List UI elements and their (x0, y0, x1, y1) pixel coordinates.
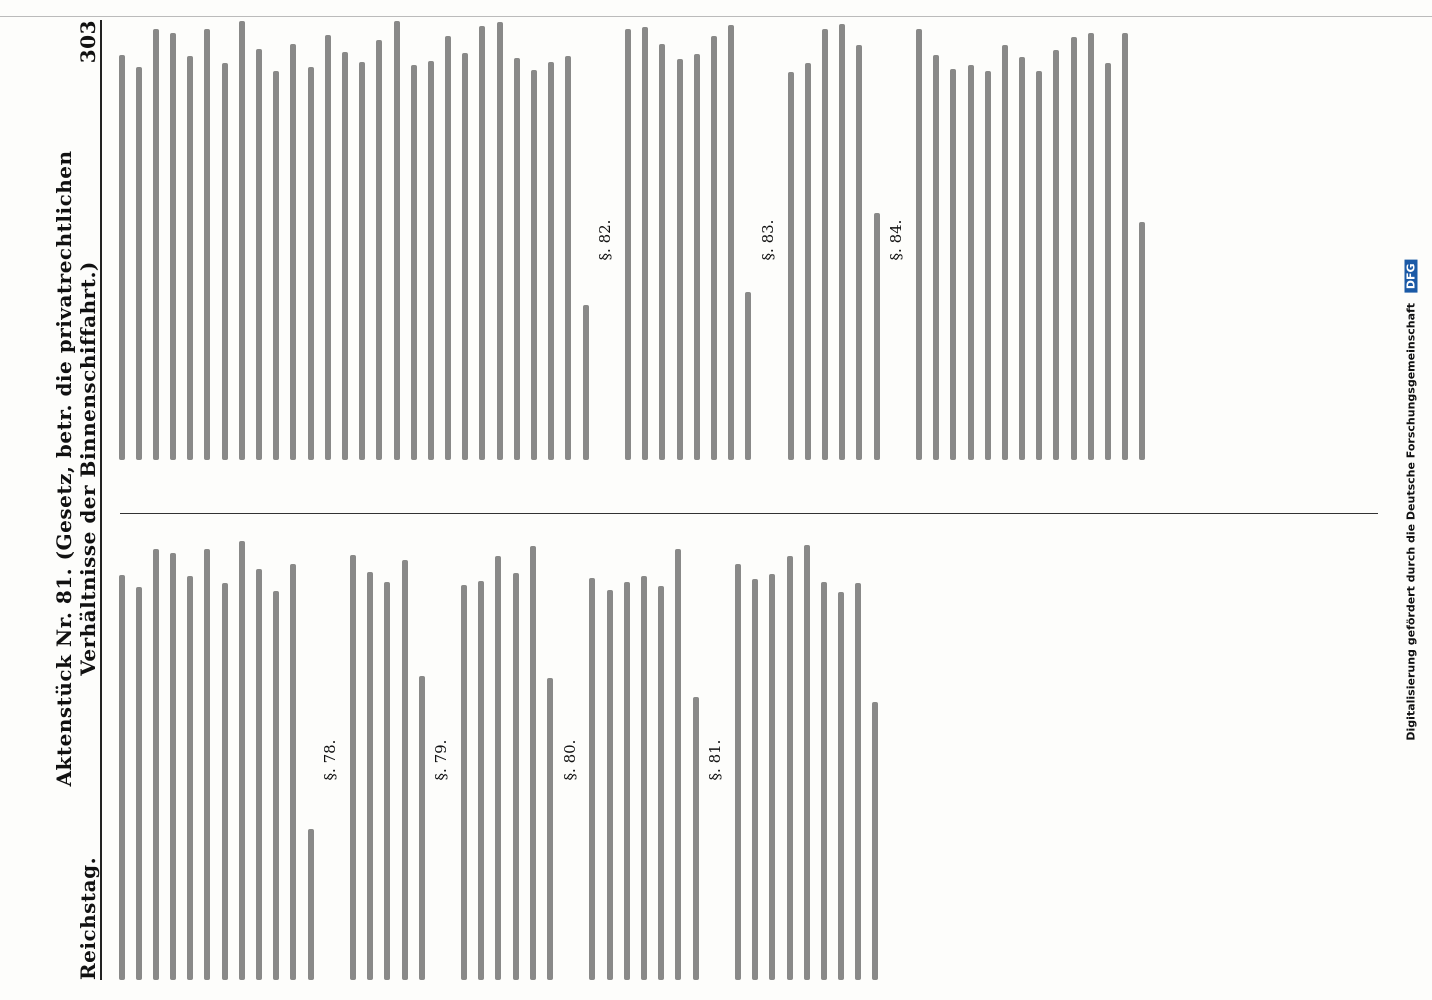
text-line (370, 20, 387, 460)
text-line (404, 20, 421, 460)
dfg-logo: DFG (1405, 259, 1418, 293)
text-line (412, 540, 429, 980)
text-line (181, 540, 198, 980)
text-line (507, 20, 524, 460)
text-line (489, 540, 506, 980)
text-line (284, 540, 301, 980)
digitization-sidebar (1398, 0, 1424, 1000)
text-line (722, 20, 739, 460)
text-line (576, 20, 593, 460)
text-line (506, 540, 523, 980)
text-line (867, 20, 884, 460)
text-line (704, 20, 721, 460)
text-line (318, 20, 335, 460)
text-line (455, 540, 472, 980)
text-line (473, 20, 490, 460)
text-line (849, 540, 866, 980)
text-line (267, 540, 284, 980)
text-line (1133, 20, 1150, 460)
rotated-page (26, 20, 1406, 980)
text-line (378, 540, 395, 980)
text-line (850, 20, 867, 460)
text-line (1013, 20, 1030, 460)
text-line (267, 20, 284, 460)
section-heading: §. 78. (321, 739, 340, 781)
text-line (456, 20, 473, 460)
text-line (523, 540, 540, 980)
text-line (1064, 20, 1081, 460)
section-heading: §. 80. (560, 739, 579, 781)
text-line (1081, 20, 1098, 460)
column-divider (120, 513, 1378, 514)
text-line (181, 20, 198, 460)
text-column-right (112, 20, 1386, 460)
text-line (728, 540, 745, 980)
text-line (653, 20, 670, 460)
text-line (583, 540, 600, 980)
text-line (618, 20, 635, 460)
text-line (215, 20, 232, 460)
text-line (832, 540, 849, 980)
text-line (335, 20, 352, 460)
header-left: Reichstag. (76, 856, 100, 980)
text-line (1030, 20, 1047, 460)
text-line (559, 20, 576, 460)
text-line (833, 20, 850, 460)
text-line (995, 20, 1012, 460)
text-line (421, 20, 438, 460)
text-line (600, 540, 617, 980)
text-line (780, 540, 797, 980)
text-line (1116, 20, 1133, 460)
text-line (361, 540, 378, 980)
text-line (395, 540, 412, 980)
text-line (301, 540, 318, 980)
text-line (1047, 20, 1064, 460)
text-line (146, 540, 163, 980)
top-rule (0, 16, 1432, 17)
text-line (686, 540, 703, 980)
text-line (978, 20, 995, 460)
text-line (387, 20, 404, 460)
text-column-left (112, 540, 1386, 980)
text-line (301, 20, 318, 460)
section-heading: §. 83. (758, 219, 777, 261)
text-line (763, 540, 780, 980)
text-line (652, 540, 669, 980)
text-line (198, 20, 215, 460)
text-line (814, 540, 831, 980)
text-line (541, 540, 558, 980)
section-heading: §. 84. (887, 219, 906, 261)
digitization-note: Digitalisierung gefördert durch die Deutsche Forschungsgemeinschaft (1404, 302, 1418, 741)
text-line (353, 20, 370, 460)
text-line (816, 20, 833, 460)
text-line (542, 20, 559, 460)
text-line (909, 20, 926, 460)
text-line (198, 540, 215, 980)
text-line (636, 20, 653, 460)
text-line (215, 540, 232, 980)
text-line (634, 540, 651, 980)
text-line (164, 20, 181, 460)
text-line (164, 540, 181, 980)
section-heading: §. 81. (706, 739, 725, 781)
text-line (146, 20, 163, 460)
page-number: 303 (76, 20, 100, 64)
text-line (129, 20, 146, 460)
text-line (250, 20, 267, 460)
running-header (52, 20, 102, 980)
text-line (739, 20, 756, 460)
text-line (866, 540, 883, 980)
text-line (129, 540, 146, 980)
section-heading: §. 79. (432, 739, 451, 781)
text-line (781, 20, 798, 460)
text-line (232, 20, 249, 460)
text-line (112, 540, 129, 980)
text-line (670, 20, 687, 460)
text-line (439, 20, 456, 460)
text-line (797, 540, 814, 980)
text-line (746, 540, 763, 980)
text-line (525, 20, 542, 460)
text-line (798, 20, 815, 460)
section-heading: §. 82. (596, 219, 615, 261)
text-line (669, 540, 686, 980)
text-line (112, 20, 129, 460)
text-line (1099, 20, 1116, 460)
header-title: Aktenstück Nr. 81. (Gesetz, betr. die privatrechtlichen Verhältnisse der Binnenschiffahrt.) (52, 150, 100, 787)
text-line (232, 540, 249, 980)
text-line (343, 540, 360, 980)
text-line (617, 540, 634, 980)
text-line (284, 20, 301, 460)
text-line (944, 20, 961, 460)
text-line (472, 540, 489, 980)
text-line (250, 540, 267, 980)
text-line (927, 20, 944, 460)
text-line (490, 20, 507, 460)
text-line (961, 20, 978, 460)
text-line (687, 20, 704, 460)
